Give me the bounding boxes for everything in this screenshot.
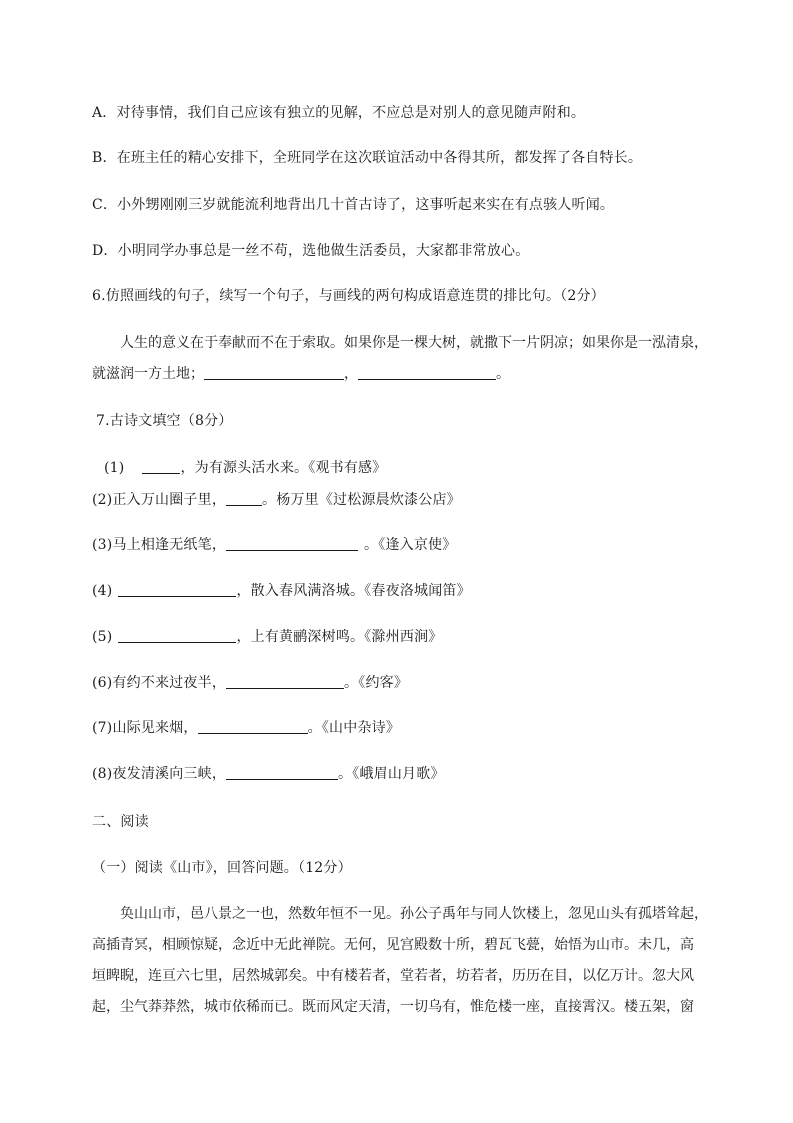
answer-blank[interactable] [226,536,358,551]
item-text: ，散入春风满洛城。《春夜洛城闻笛》 [236,583,471,599]
answer-blank[interactable] [358,365,496,380]
passage-text: ， [344,366,358,382]
answer-blank[interactable] [118,582,236,597]
item-number: (3) [92,537,113,553]
answer-blank[interactable] [226,674,344,689]
poem-item-5 [92,627,442,647]
passage-line [92,363,712,394]
item-text: 正入万山圈子里， [112,492,227,508]
answer-blank[interactable] [204,365,344,380]
option-a: A．对待事情，我们自己应该有独立的见解，不应总是对别人的意见随声附和。 [92,105,586,121]
item-number: (7) [92,720,113,736]
item-number: (6) [92,675,113,691]
passage-line: 高插青冥，相顾惊疑，念近中无此禅院。无何，见宫殿数十所，碧瓦飞甍，始悟为山市。未几，高 [92,937,694,953]
reading-1-title: （一）阅读《山市》，回答问题。（12分） [92,860,352,876]
poem-item-7 [92,718,400,738]
answer-blank[interactable] [118,628,236,643]
item-text: 。《约客》 [344,675,409,691]
poem-item-8 [92,764,445,784]
poem-item-2 [92,490,461,510]
item-number: (8) [92,766,113,782]
answer-blank[interactable] [198,719,308,734]
item-text: 。《逢入京使》 [364,537,457,553]
item-number: (1) [104,460,125,476]
passage-line: 起，尘气莽莽然，城市依稀而已。既而风定天清，一切乌有，惟危楼一座，直接霄汉。楼五架，窗 [92,999,694,1015]
poem-item-1 [104,458,386,478]
item-text: 有约不来过夜半， [112,675,227,691]
item-text: 夜发清溪向三峡， [112,766,227,782]
option-b: B．在班主任的精心安排下，全班同学在这次联谊活动中各得其所，都发挥了各自特长。 [92,150,643,166]
item-number: (5) [92,629,113,645]
question-6: 6.仿照画线的句子，续写一个句子，与画线的两句构成语意连贯的排比句。（2分） [92,288,605,304]
item-number: (4) [92,583,113,599]
option-c: C．小外甥刚刚三岁就能流利地背出几十首古诗了，这事听起来实在有点骇人听闻。 [92,197,615,213]
poem-item-3 [92,535,456,555]
passage-line: 奂山山市，邑八景之一也，然数年恒不一见。孙公子禹年与同人饮楼上，忽见山头有孤塔耸起， [120,906,708,922]
item-text: 山际见来烟， [112,720,198,736]
passage-line: 垣睥睨，连亘六七里，居然城郭矣。中有楼若者，堂若者，坊若者，历历在目，以亿万计。忽大风 [92,968,694,984]
item-text: 。杨万里《过松源晨炊漆公店》 [262,492,461,508]
passage-text: 就滋润一方土地； [92,366,204,382]
passage-line: 人生的意义在于奉献而不在于索取。如果你是一棵大树，就撒下一片阴凉；如果你是一泓清泉， [120,335,708,351]
item-text: ，上有黄鹂深树鸣。《滁州西涧》 [236,629,443,645]
question-6-passage [92,332,712,394]
item-text: ，为有源头活水来。《观书有感》 [180,460,387,476]
answer-blank[interactable] [142,459,180,474]
shanshi-passage [92,903,712,1027]
passage-text: 。 [496,366,510,382]
poem-item-6 [92,673,408,693]
item-text: 。《山中杂诗》 [307,720,401,736]
question-7-title: 7.古诗文填空（8分） [96,413,233,429]
item-number: (2) [92,492,113,508]
section-2-heading: 二、阅读 [92,814,149,830]
item-text: 。《峨眉山月歌》 [338,766,445,782]
option-d: D．小明同学办事总是一丝不苟，选他做生活委员，大家都非常放心。 [92,243,530,259]
poem-item-4 [92,581,471,601]
item-text: 马上相逢无纸笔， [112,537,227,553]
answer-blank[interactable] [226,491,262,506]
answer-blank[interactable] [226,765,338,780]
